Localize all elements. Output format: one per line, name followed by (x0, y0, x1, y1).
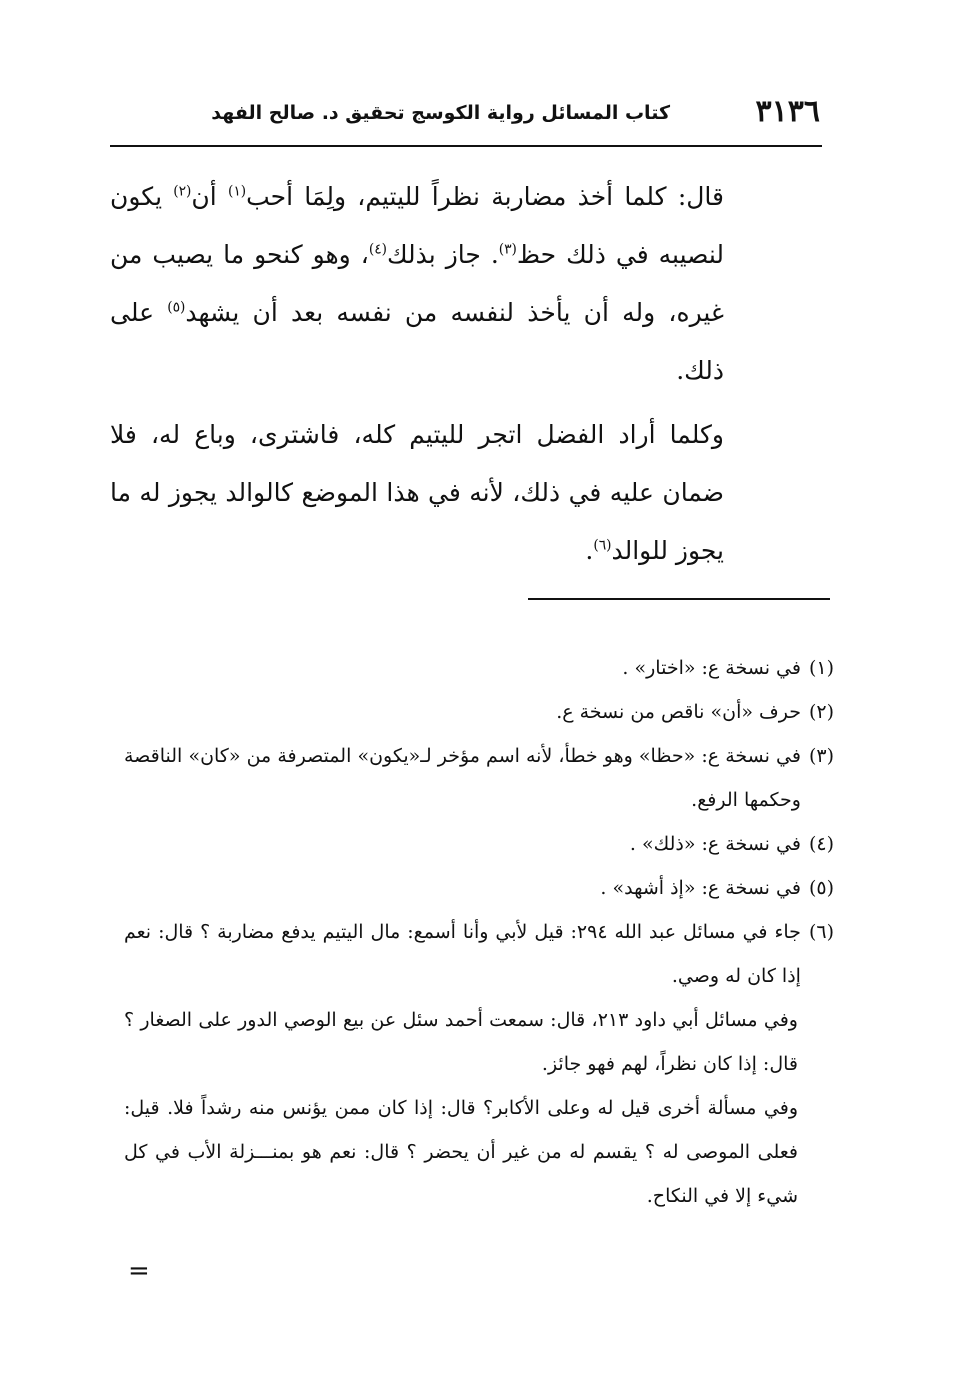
footnote-text: في نسخة ع: «اختار» . (622, 657, 801, 679)
body-paragraph-2: وكلما أراد الفضل اتجر لليتيم كله، فاشترى، وباع له، فلا ضمان عليه في ذلك، لأنه في هذا الموضع كالوالد يجوز له ما يجوز للوالد$^{(٦)}$. (110, 420, 724, 565)
footnote-text: في نسخة ع: «حظا» وهو خطأ، لأنه اسم مؤخر لـ«يكون» المتصرفة من «كان» الناقصة وحكمها الرفع. (124, 745, 801, 811)
footnote-number: (٤) (808, 833, 834, 855)
footnote-ref-4: (٤) (368, 241, 387, 258)
footnote-4 (124, 822, 834, 866)
footnote-6-continuation-1: وفي مسائل أبي داود ٢١٣، قال: سمعت أحمد سئل عن بيع الوصي الدور على الصغار ؟ قال: إذا كان نظراً، لهم فهو جائز. (124, 1009, 798, 1075)
footnote-3 (124, 734, 834, 822)
main-body (110, 168, 724, 586)
footnote-2 (124, 690, 834, 734)
footnotes (124, 646, 834, 1218)
header-divider (110, 145, 822, 147)
footnote-text: حرف «أن» ناقص من نسخة ع. (556, 701, 801, 723)
footnote-ref-5: (٥) (167, 299, 186, 316)
footnote-text: في نسخة ع: «إذ أشهد» . (600, 877, 801, 899)
page-number: ٣١٣٦ (755, 94, 820, 129)
footnote-number: (٣) (808, 745, 834, 767)
footnote-6 (124, 910, 834, 998)
footnote-divider (528, 598, 830, 600)
footnote-1 (124, 646, 834, 690)
footnote-number: (١) (808, 657, 834, 679)
page-header (110, 92, 820, 132)
footnote-5 (124, 866, 834, 910)
body-paragraph-1: قال: كلما أخذ مضاربة نظراً لليتيم، ولِمَا أحب$^{(١)}$ أن$^{(٢)}$ يكون لنصيبه في ذلك حظ$^{(٣)}$. جاز بذلك$^{(٤)}$، وهو كنحو ما يصيب من غيره، وله أن يأخذ لنفسه من نفسه بعد أن يشهد$^{(٥)}$ على ذلك. (110, 182, 725, 385)
footnote-text: جاء في مسائل عبد الله ٢٩٤: قيل لأبي وأنا أسمع: مال اليتيم يدفع مضاربة ؟ قال: نعم إذا كان له وصي. (124, 921, 801, 987)
continuation-mark: = (128, 1256, 150, 1286)
footnote-ref-1: (١) (227, 183, 247, 200)
footnote-number: (٥) (808, 877, 834, 899)
footnote-ref-6: (٦) (593, 537, 612, 554)
footnote-6-continuation-2: وفي مسألة أخرى قيل له وعلى الأكابر؟ قال: إذا كان ممن يؤنس منه رشداً فلا. قيل: فعلى الموصى له ؟ يقسم له من غير أن يحضر ؟ قال: نعم هو بمنـــزلة الأب في كل شيء إلا في النكاح. (124, 1097, 798, 1207)
running-title: كتاب المسائل رواية الكوسج تحقيق د. صالح الفهد (211, 102, 670, 124)
footnote-ref-2: (٢) (173, 183, 192, 200)
footnote-text: في نسخة ع: «ذلك» . (629, 833, 801, 855)
footnote-number: (٢) (808, 701, 834, 723)
footnote-number: (٦) (808, 921, 834, 943)
footnote-ref-3: (٣) (498, 241, 517, 258)
